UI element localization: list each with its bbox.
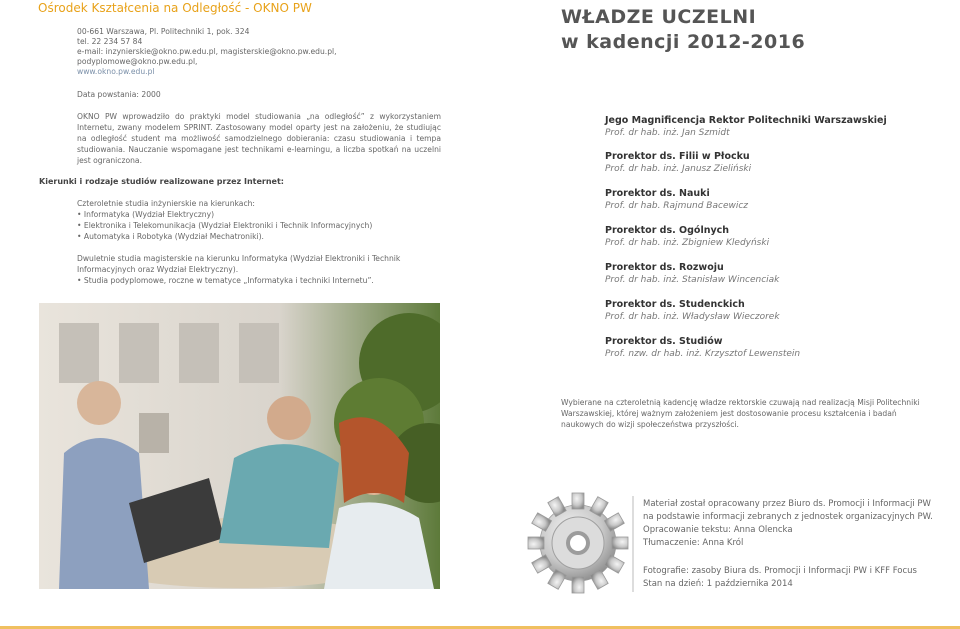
authority-role: Prorektor ds. Studiów — [605, 336, 723, 347]
eng-intro: Czteroletnie studia inżynierskie na kierunkach: — [77, 199, 255, 208]
engineering-programs — [77, 198, 457, 242]
mag-intro: Dwuletnie studia magisterskie na kierunku Informatyka (Wydział Elektroniki i Technik Informacyjnych oraz Wydział Elektryczny). — [77, 254, 401, 274]
authority-item — [605, 298, 905, 324]
authority-role: Prorektor ds. Filii w Płocku — [605, 151, 750, 162]
authority-name: Prof. dr hab. inż. Zbigniew Kledyński — [605, 238, 770, 248]
authority-role: Prorektor ds. Studenckich — [605, 299, 745, 310]
authority-role: Prorektor ds. Rozwoju — [605, 262, 724, 273]
authority-item — [605, 335, 905, 361]
description-paragraph: OKNO PW wprowadziło do praktyki model studiowania „na odległość” z wykorzystaniem Internetu, zwany modelem SPRINT. Zastosowany model oparty jest na założeniu, że studiując na odległość student ma możliwość samodzielnego dobierania: czasu studiowania i tempa studiowania. Nauczanie wspomagane jest technikami e-learningu, a liczba spotkań na uczelni jest ograniczona. — [77, 112, 441, 165]
students-photo-illustration — [39, 303, 440, 589]
authority-name: Prof. dr hab. inż. Janusz Zieliński — [605, 164, 752, 174]
mission-paragraph: Wybierane na czteroletnią kadencję władze rektorskie czuwają nad realizacją Misji Politechniki Warszawskiej, której ważnym założeniem jest dostosowanie procesu kształcenia i badań naukowych do wizji społeczeństwa przyszłości. — [561, 398, 920, 429]
master-programs — [77, 253, 447, 286]
authority-name: Prof. dr hab. inż. Stanisław Wincenciak — [605, 275, 780, 285]
founded-date: Data powstania: 2000 — [77, 90, 161, 99]
email-line[interactable]: e-mail: inzynierskie@okno.pw.edu.pl, magisterskie@okno.pw.edu.pl, — [77, 47, 337, 56]
credits-line: Tłumaczenie: Anna Król — [643, 538, 744, 548]
programs-heading: Kierunki i rodzaje studiów realizowane przez Internet: — [39, 177, 284, 186]
title-line-2: w kadencji 2012-2016 — [561, 31, 806, 53]
authority-name: Prof. dr hab. inż. Władysław Wieczorek — [605, 312, 780, 322]
authority-item — [605, 224, 905, 250]
authority-item — [605, 187, 905, 213]
phone-line: tel. 22 234 57 84 — [77, 37, 143, 46]
authority-item — [605, 261, 905, 287]
org-title: Ośrodek Kształcenia na Odległość - OKNO PW — [38, 1, 312, 15]
photo-credits-block — [643, 565, 943, 591]
authority-item — [605, 114, 905, 140]
credits-line: Materiał został opracowany przez Biuro ds. Promocji i Informacji PW — [643, 499, 931, 509]
address-block — [77, 27, 377, 77]
title-line-1: WŁADZE UCZELNI — [561, 6, 757, 28]
authorities-list — [605, 114, 905, 361]
date-line: Stan na dzień: 1 października 2014 — [643, 579, 793, 589]
website-link[interactable]: www.okno.pw.edu.pl — [77, 67, 155, 76]
authority-role: Prorektor ds. Nauki — [605, 188, 710, 199]
authorities-title — [561, 5, 805, 55]
credits-line: na podstawie informacji zebranych z jednostek organizacyjnych PW. — [643, 512, 933, 522]
post-item: • Studia podyplomowe, roczne w tematyce „Informatyka i techniki Internetu”. — [77, 276, 374, 285]
eng-item: • Elektronika i Telekomunikacja (Wydział Elektroniki i Technik Informacyjnych) — [77, 221, 373, 230]
authority-name: Prof. dr hab. inż. Jan Szmidt — [605, 128, 730, 138]
photo-credits-line: Fotografie: zasoby Biura ds. Promocji i Informacji PW i KFF Focus — [643, 566, 917, 576]
credits-block — [643, 498, 943, 550]
credits-line: Opracowanie tekstu: Anna Olencka — [643, 525, 793, 535]
eng-item: • Automatyka i Robotyka (Wydział Mechatroniki). — [77, 232, 264, 241]
credits-divider — [632, 496, 634, 592]
gear-icon — [523, 488, 633, 598]
email-line-2[interactable]: podyplomowe@okno.pw.edu.pl, — [77, 57, 198, 66]
eng-item: • Informatyka (Wydział Elektryczny) — [77, 210, 215, 219]
authority-role: Jego Magnificencja Rektor Politechniki Warszawskiej — [605, 115, 887, 126]
address-line: 00-661 Warszawa, Pl. Politechniki 1, pok. 324 — [77, 27, 250, 36]
authority-role: Prorektor ds. Ogólnych — [605, 225, 730, 236]
authority-name: Prof. nzw. dr hab. inż. Krzysztof Lewenstein — [605, 349, 801, 359]
authority-name: Prof. dr hab. Rajmund Bacewicz — [605, 201, 749, 211]
students-photo — [39, 303, 440, 589]
authority-item — [605, 150, 905, 176]
